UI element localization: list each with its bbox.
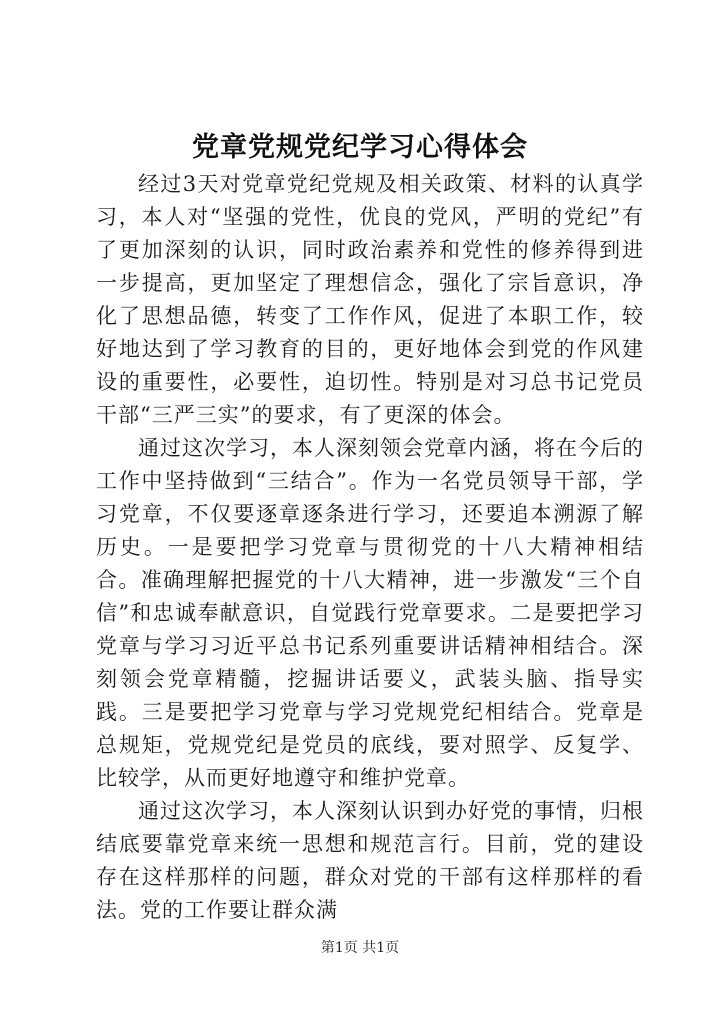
paragraph-3: 通过这次学习，本人深刻认识到办好党的事情，归根结底要靠党章来统一思想和规范言行。目前，党的建设存在这样那样的问题，群众对党的干部有这样那样的看法。党的工作要让群众满 xyxy=(96,799,644,922)
document-body xyxy=(96,168,644,927)
document-title: 党章党规党纪学习心得体会 xyxy=(192,132,528,163)
page-footer: 第1页 共1页 xyxy=(320,940,400,956)
paragraph-2: 通过这次学习，本人深刻领会党章内涵，将在今后的工作中坚持做到“三结合”。作为一名党员领导干部，学习党章，不仅要逐章逐条进行学习，还要追本溯源了解历史。一是要把学习党章与贯彻党的十八大精神相结合。准确理解把握党的十八大精神，进一步激发“三个自信”和忠诚奉献意识，自觉践行党章要求。二是要把学习党章与学习习近平总书记系列重要讲话精神相结合。深刻领会党章精髓，挖掘讲话要义，武装头脑、指导实践。三是要把学习党章与学习党规党纪相结合。党章是总规矩，党规党纪是党员的底线，要对照学、反复学、比较学，从而更好地遵守和维护党章。 xyxy=(96,436,644,790)
paragraph-1: 经过3天对党章党纪党规及相关政策、材料的认真学习，本人对“坚强的党性，优良的党风，严明的党纪”有了更加深刻的认识，同时政治素养和党性的修养得到进一步提高，更加坚定了理想信念，强化了宗旨意识，净化了思想品德，转变了工作作风，促进了本职工作，较好地达到了学习教育的目的，更好地体会到党的作风建设的重要性，必要性，迫切性。特别是对习总书记党员干部“三严三实”的要求，有了更深的体会。 xyxy=(96,172,644,427)
